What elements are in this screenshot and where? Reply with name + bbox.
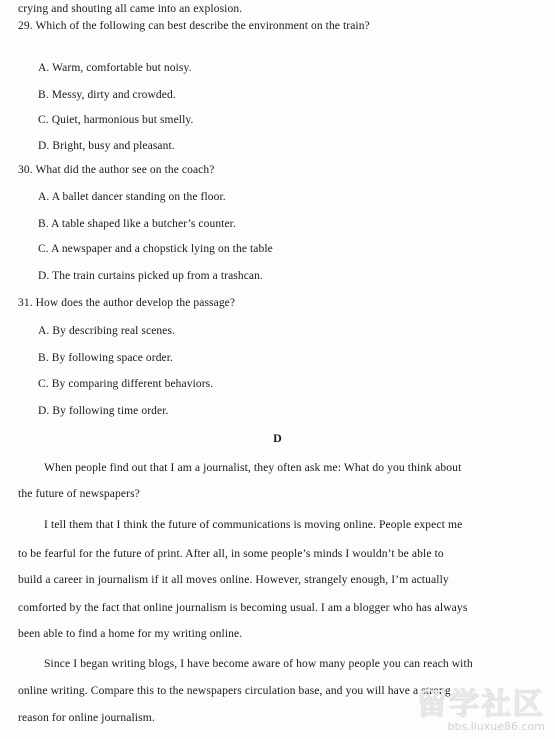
option-29d: D. Bright, busy and pleasant. [38, 140, 175, 152]
option-30c: C. A newspaper and a chopstick lying on the table [38, 243, 273, 255]
section-heading: D [273, 431, 282, 445]
paragraph-line: I tell them that I think the future of communications is moving online. People expect me [44, 518, 463, 531]
paragraph-line: Since I began writing blogs, I have become aware of how many people you can reach with [44, 657, 473, 670]
question-31: 31. How does the author develop the passage? [18, 297, 236, 309]
option-29c: C. Quiet, harmonious but smelly. [38, 114, 194, 126]
text-line: crying and shouting all came into an explosion. [18, 2, 243, 15]
paragraph-line: the future of newspapers? [18, 487, 140, 500]
paragraph-line: to be fearful for the future of print. After all, in some people’s minds I wouldn’t be able to [18, 547, 444, 560]
option-31a: A. By describing real scenes. [38, 325, 176, 337]
paragraph-line: When people find out that I am a journalist, they often ask me: What do you think about [44, 461, 462, 474]
watermark-logo: 留学社区 [417, 687, 545, 722]
site-watermark [417, 687, 545, 733]
paragraph-line: comforted by the fact that online journalism is becoming usual. I am a blogger who has always [18, 601, 468, 614]
option-29a: A. Warm, comfortable but noisy. [38, 62, 192, 74]
option-31c: C. By comparing different behaviors. [38, 378, 214, 390]
question-30: 30. What did the author see on the coach? [18, 164, 215, 176]
paragraph-line: been able to find a home for my writing online. [18, 627, 243, 640]
option-31d: D. By following time order. [38, 405, 169, 417]
option-31b: B. By following space order. [38, 352, 174, 364]
paragraph-line: online writing. Compare this to the newspapers circulation base, and you will have a strong [18, 684, 451, 697]
option-30b: B. A table shaped like a butcher’s counter. [38, 218, 236, 230]
paragraph-line: reason for online journalism. [18, 711, 155, 724]
option-30a: A. A ballet dancer standing on the floor. [38, 191, 226, 203]
watermark-url: bbs.liuxue86.com [447, 720, 545, 733]
question-29: 29. Which of the following can best describe the environment on the train? [18, 20, 370, 32]
paragraph-line: build a career in journalism if it all moves online. However, strangely enough, I’m actually [18, 573, 449, 586]
option-30d: D. The train curtains picked up from a trashcan. [38, 270, 263, 282]
option-29b: B. Messy, dirty and crowded. [38, 89, 176, 101]
